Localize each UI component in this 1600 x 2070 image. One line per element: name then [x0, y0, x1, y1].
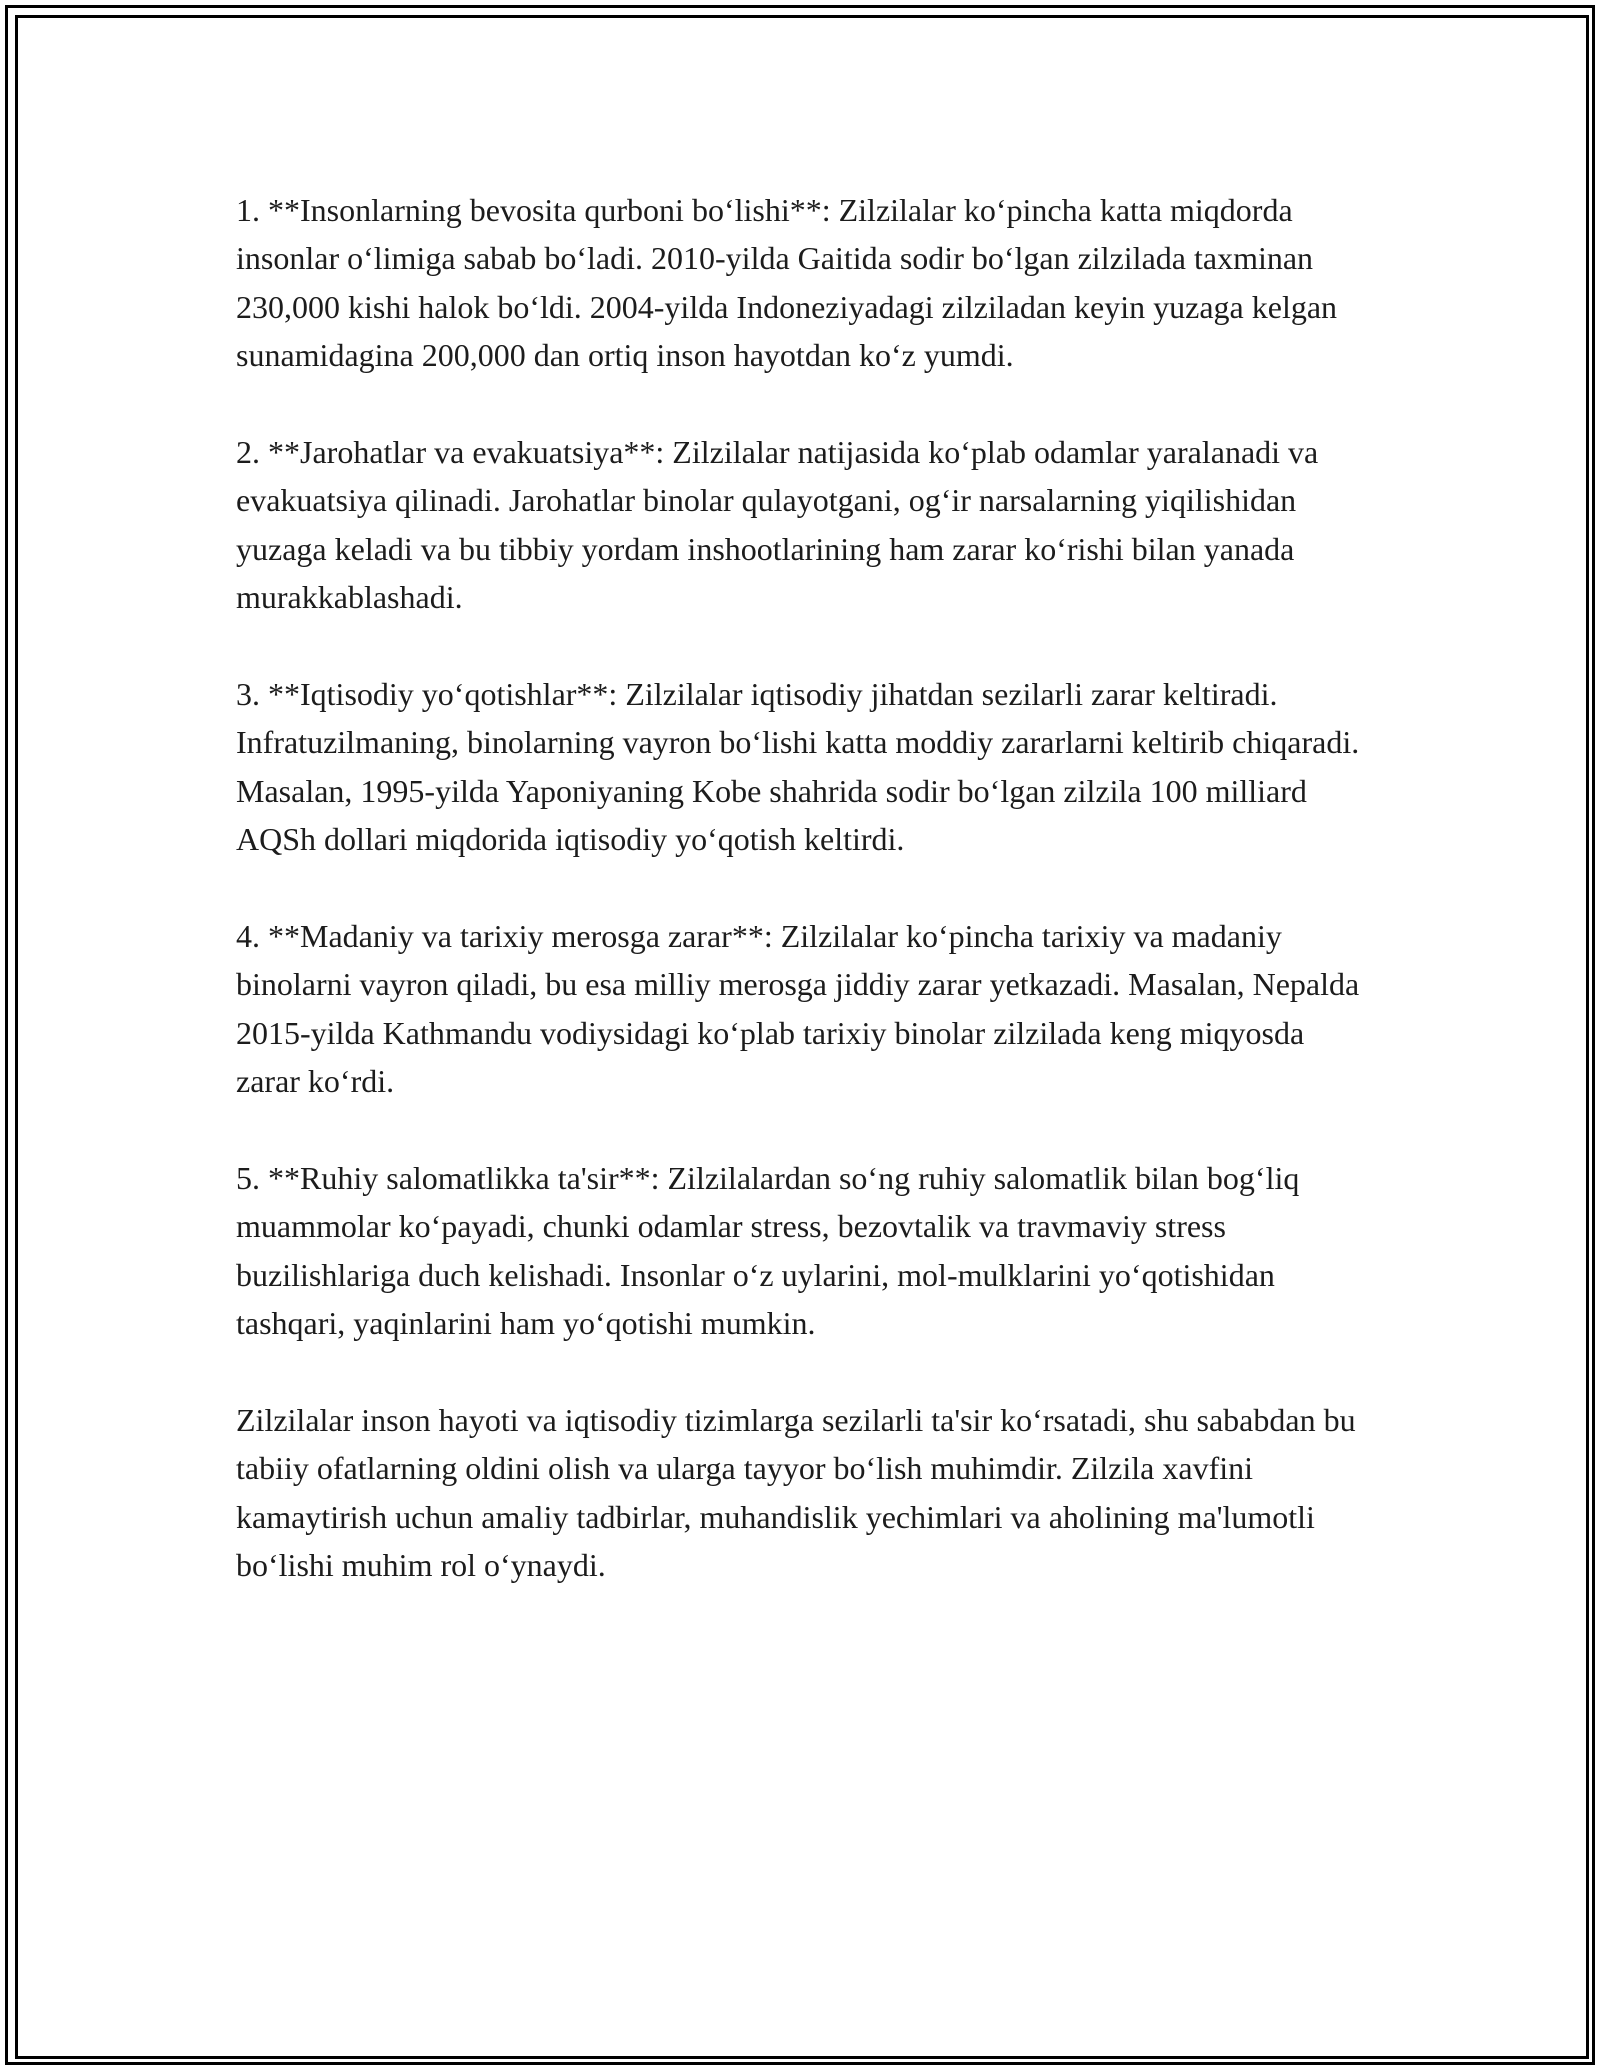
paragraph-4-cultural-heritage: 4. **Madaniy va tarixiy merosga zarar**: Zilzilalar ko‘pincha tarixiy va madaniy binolarni vayron qiladi, bu esa milliy merosga jiddiy zarar yetkazadi. Masalan, Nepalda 2015-yilda Kathmandu vodiysidagi ko‘plab tarixiy binolar zilzilada keng miqyosda zarar ko‘rdi. [236, 918, 1360, 1100]
document-body [236, 186, 1366, 1638]
paragraph-5-mental-health: 5. **Ruhiy salomatlikka ta'sir**: Zilzilalardan so‘ng ruhiy salomatlik bilan bog‘liq muammolar ko‘payadi, chunki odamlar stress, bezovtalik va travmaviy stress buzilishlariga duch kelishadi. Insonlar o‘z uylarini, mol-mulklarini yo‘qotishidan tashqari, yaqinlarini ham yo‘qotishi mumkin. [236, 1160, 1300, 1342]
paragraph-2-injuries-evacuation: 2. **Jarohatlar va evakuatsiya**: Zilzilalar natijasida ko‘plab odamlar yaralanadi va evakuatsiya qilinadi. Jarohatlar binolar qulayotgani, og‘ir narsalarning yiqilishidan yuzaga keladi va bu tibbiy yordam inshootlarining ham zarar ko‘rishi bilan yanada murakkablashadi. [236, 434, 1319, 616]
paragraph-1-human-casualties: 1. **Insonlarning bevosita qurboni bo‘lishi**: Zilzilalar ko‘pincha katta miqdorda insonlar o‘limiga sabab bo‘ladi. 2010-yilda Gaitida sodir bo‘lgan zilzilada taxminan 230,000 kishi halok bo‘ldi. 2004-yilda Indoneziyadagi zilziladan keyin yuzaga kelgan sunamidagina 200,000 dan ortiq inson hayotdan ko‘z yumdi. [236, 192, 1338, 374]
paragraph-3-economic-losses: 3. **Iqtisodiy yo‘qotishlar**: Zilzilalar iqtisodiy jihatdan sezilarli zarar keltiradi. Infratuzilmaning, binolarning vayron bo‘lishi katta moddiy zararlarni keltirib chiqaradi. Masalan, 1995-yilda Yaponiyaning Kobe shahrida sodir bo‘lgan zilzila 100 milliard AQSh dollari miqdorida iqtisodiy yo‘qotish keltirdi. [236, 676, 1360, 858]
paragraph-conclusion: Zilzilalar inson hayoti va iqtisodiy tizimlarga sezilarli ta'sir ko‘rsatadi, shu sababdan bu tabiiy ofatlarning oldini olish va ularga tayyor bo‘lish muhimdir. Zilzila xavfini kamaytirish uchun amaliy tadbirlar, muhandislik yechimlari va aholining ma'lumotli bo‘lishi muhim rol o‘ynaydi. [236, 1402, 1356, 1584]
